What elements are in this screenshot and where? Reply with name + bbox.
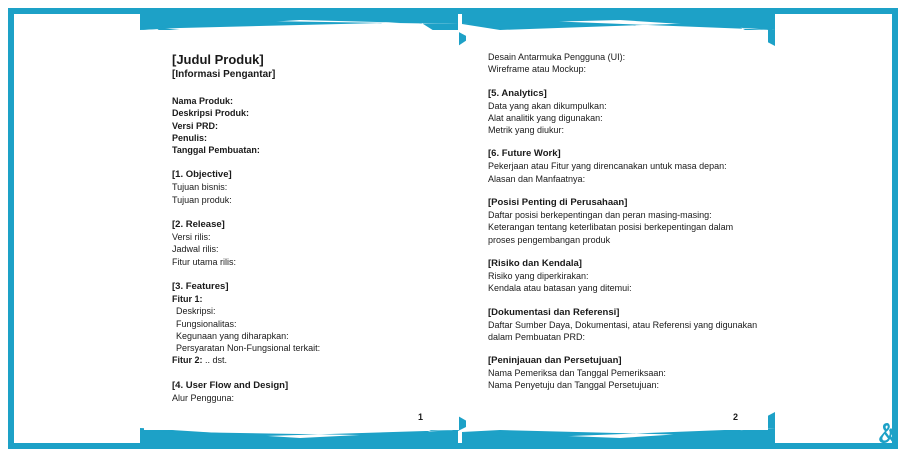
- section-docs-heading: [Dokumentasi dan Referensi]: [488, 306, 620, 318]
- meta-prd-version: Versi PRD:: [172, 120, 219, 131]
- feature-1-nonfunctional: Persyaratan Non-Fungsional terkait:: [176, 343, 321, 354]
- feature-1-functionality: Fungsionalitas:: [176, 318, 237, 329]
- userflow-flow: Alur Pengguna:: [172, 392, 235, 403]
- feature-2-line: [172, 354, 433, 366]
- meta-product-name: Nama Produk:: [172, 96, 234, 106]
- positions-involvement: Keterangan tentang keterlibatan posisi berkepentingan dalam: [488, 222, 734, 233]
- feature-2-label: Fitur 2:: [172, 355, 203, 366]
- product-title: [Judul Produk]: [172, 52, 264, 67]
- page-number-2: 2: [732, 412, 738, 422]
- page-number-1: 1: [417, 412, 423, 422]
- positions-process: proses pengembangan produk: [488, 234, 611, 245]
- brand-logo-icon: [876, 421, 898, 445]
- meta-author: Penulis:: [172, 132, 208, 143]
- section-positions-heading: [Posisi Penting di Perusahaan]: [488, 197, 628, 209]
- risks-constraints: Kendala atau batasan yang ditemui:: [488, 283, 632, 294]
- objective-product: Tujuan produk:: [172, 194, 232, 205]
- release-main-features: Fitur utama rilis:: [172, 256, 237, 267]
- feature-1-expected-use: Kegunaan yang diharapkan:: [176, 330, 289, 341]
- release-schedule: Jadwal rilis:: [172, 244, 219, 255]
- future-planned: Pekerjaan atau Fitur yang direncanakan untuk masa depan:: [488, 161, 727, 172]
- objective-business: Tujuan bisnis:: [172, 182, 228, 193]
- intro-subtitle: [Informasi Pengantar]: [172, 69, 276, 80]
- review-approver: Nama Penyetuju dan Tanggal Persetujuan:: [488, 380, 659, 391]
- docs-sources: Daftar Sumber Daya, Dokumentasi, atau Referensi yang digunakan: [488, 319, 758, 330]
- section-future-heading: [6. Future Work]: [488, 148, 561, 160]
- meta-created-date: Tanggal Pembuatan:: [172, 145, 260, 156]
- section-release-heading: [2. Release]: [172, 219, 225, 231]
- positions-list: Daftar posisi berkepentingan dan peran masing-masing:: [488, 210, 712, 221]
- analytics-data: Data yang akan dikumpulkan:: [488, 100, 607, 111]
- document-page-2: [466, 30, 768, 430]
- review-reviewer: Nama Pemeriksa dan Tanggal Pemeriksaan:: [488, 368, 666, 379]
- section-risks-heading: [Risiko dan Kendala]: [488, 257, 582, 269]
- analytics-tools: Alat analitik yang digunakan:: [488, 112, 603, 123]
- future-reasons: Alasan dan Manfaatnya:: [488, 173, 586, 184]
- section-features-heading: [3. Features]: [172, 280, 229, 292]
- meta-product-description: Deskripsi Produk:: [172, 108, 250, 119]
- section-userflow-heading: [4. User Flow and Design]: [172, 379, 289, 391]
- ui-design: Desain Antarmuka Pengguna (UI):: [488, 52, 626, 62]
- release-version: Versi rilis:: [172, 232, 211, 243]
- document-page-1: [144, 30, 459, 430]
- feature-1-label: Fitur 1:: [172, 293, 203, 304]
- risks-expected: Risiko yang diperkirakan:: [488, 270, 589, 281]
- wireframe-mockup: Wireframe atau Mockup:: [488, 64, 587, 75]
- feature-1-description: Deskripsi:: [176, 306, 216, 317]
- section-objective-heading: [1. Objective]: [172, 169, 232, 181]
- analytics-metrics: Metrik yang diukur:: [488, 125, 565, 136]
- feature-2-suffix: .. dst.: [202, 355, 228, 366]
- docs-prd: dalam Pembuatan PRD:: [488, 331, 586, 342]
- section-review-heading: [Peninjauan dan Persetujuan]: [488, 355, 622, 367]
- section-analytics-heading: [5. Analytics]: [488, 87, 547, 99]
